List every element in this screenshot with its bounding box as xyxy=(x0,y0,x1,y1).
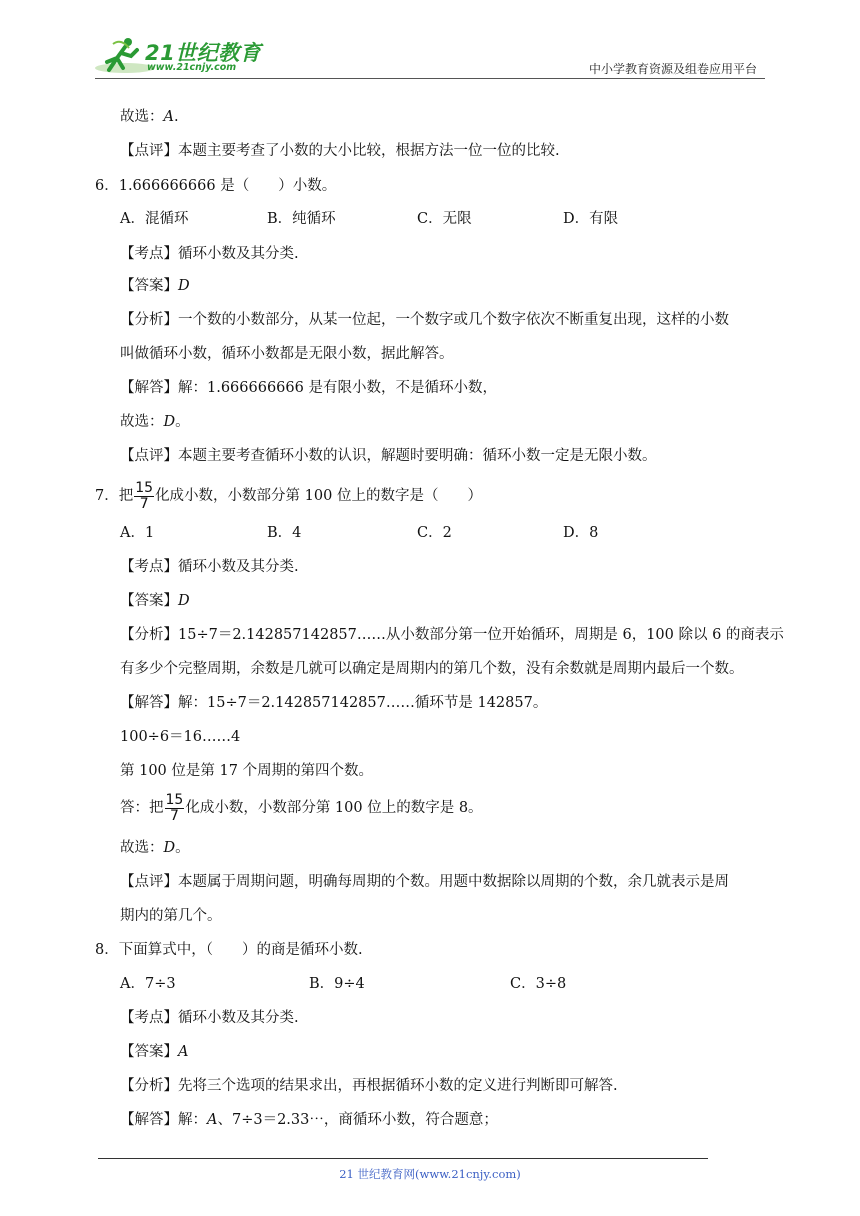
q7-solution: 【解答】解：15÷7＝2.142857142857……循环节是 142857。 xyxy=(120,695,548,711)
question-8: 8．下面算式中，（ ）的商是循环小数. xyxy=(95,942,363,958)
q7-review-1: 【点评】本题属于周期问题，明确每周期的个数。用题中数据除以周期的个数，余几就表示是周 xyxy=(120,874,729,890)
q6-option-c: C．无限 xyxy=(417,211,472,227)
q6-analysis-1: 【分析】一个数的小数部分，从某一位起，一个数字或几个数字依次不断重复出现，这样的小数 xyxy=(120,312,729,328)
q7-review-2: 期内的第几个。 xyxy=(120,908,222,924)
q8-topic: 【考点】循环小数及其分类. xyxy=(120,1010,299,1026)
q6-topic: 【考点】循环小数及其分类. xyxy=(120,246,299,262)
q8-solution: 【解答】解：A、7÷3＝2.33⋯，商循环小数，符合题意； xyxy=(120,1112,498,1128)
page-header xyxy=(95,34,765,80)
q6-answer: 【答案】D xyxy=(120,278,190,294)
q6-option-b: B．纯循环 xyxy=(267,211,336,227)
q7-period: 第 100 位是第 17 个周期的第四个数。 xyxy=(120,763,374,779)
fraction-15-7: $\frac{15}{7}$ xyxy=(165,791,184,824)
q6-review: 【点评】本题主要考查循环小数的认识，解题时要明确：循环小数一定是无限小数。 xyxy=(120,448,657,464)
brand-url: www.21cnjy.com xyxy=(147,62,237,73)
q8-analysis: 【分析】先将三个选项的结果求出，再根据循环小数的定义进行判断即可解答. xyxy=(120,1078,618,1094)
q6-analysis-2: 叫做循环小数，循环小数都是无限小数，据此解答。 xyxy=(120,346,454,362)
q8-option-b: B．9÷4 xyxy=(309,976,365,992)
q7-select: 故选：D。 xyxy=(120,840,190,856)
select-line: 故选：A. xyxy=(120,109,179,125)
question-6: 6．1.666666666 是（ ）小数。 xyxy=(95,178,337,194)
footer-rule xyxy=(98,1158,708,1159)
q8-option-a: A．7÷3 xyxy=(120,976,176,992)
q6-option-a: A．混循环 xyxy=(120,211,189,227)
brand-name: 21世纪教育 xyxy=(145,41,262,65)
question-7: 7．把 $\frac{15}{7}$ 化成小数，小数部分第 100 位上的数字是（ ） xyxy=(95,479,482,512)
q6-solution: 【解答】解：1.666666666 是有限小数，不是循环小数， xyxy=(120,380,497,396)
q8-option-c: C．3÷8 xyxy=(510,976,567,992)
q7-calculation: 100÷6＝16……4 xyxy=(120,729,241,745)
q6-select: 故选：D。 xyxy=(120,414,190,430)
q7-final-answer: 答：把 $\frac{15}{7}$ 化成小数，小数部分第 100 位上的数字是 8。 xyxy=(120,791,483,824)
q7-option-b: B．4 xyxy=(267,525,302,541)
q7-analysis-2: 有多少个完整周期，余数是几就可以确定是周期内的第几个数，没有余数就是周期内最后一个数。 xyxy=(120,661,744,677)
q7-analysis-1: 【分析】15÷7＝2.142857142857……从小数部分第一位开始循环，周期是 6，100 除以 6 的商表示 xyxy=(120,627,784,643)
platform-name: 中小学教育资源及组卷应用平台 xyxy=(588,62,757,76)
q7-topic: 【考点】循环小数及其分类. xyxy=(120,559,299,575)
q6-option-d: D．有限 xyxy=(563,211,619,227)
footer-link[interactable]: 21 世纪教育网(www.21cnjy.com) xyxy=(339,1167,521,1181)
review-text: 【点评】本题主要考查了小数的大小比较，根据方法一位一位的比较. xyxy=(120,143,560,159)
header-rule xyxy=(95,78,765,79)
fraction-15-7: $\frac{15}{7}$ xyxy=(135,479,154,512)
q8-answer: 【答案】A xyxy=(120,1044,189,1060)
q7-answer: 【答案】D xyxy=(120,593,190,609)
q7-option-d: D．8 xyxy=(563,525,599,541)
q7-option-a: A．1 xyxy=(120,525,155,541)
q7-option-c: C．2 xyxy=(417,525,452,541)
